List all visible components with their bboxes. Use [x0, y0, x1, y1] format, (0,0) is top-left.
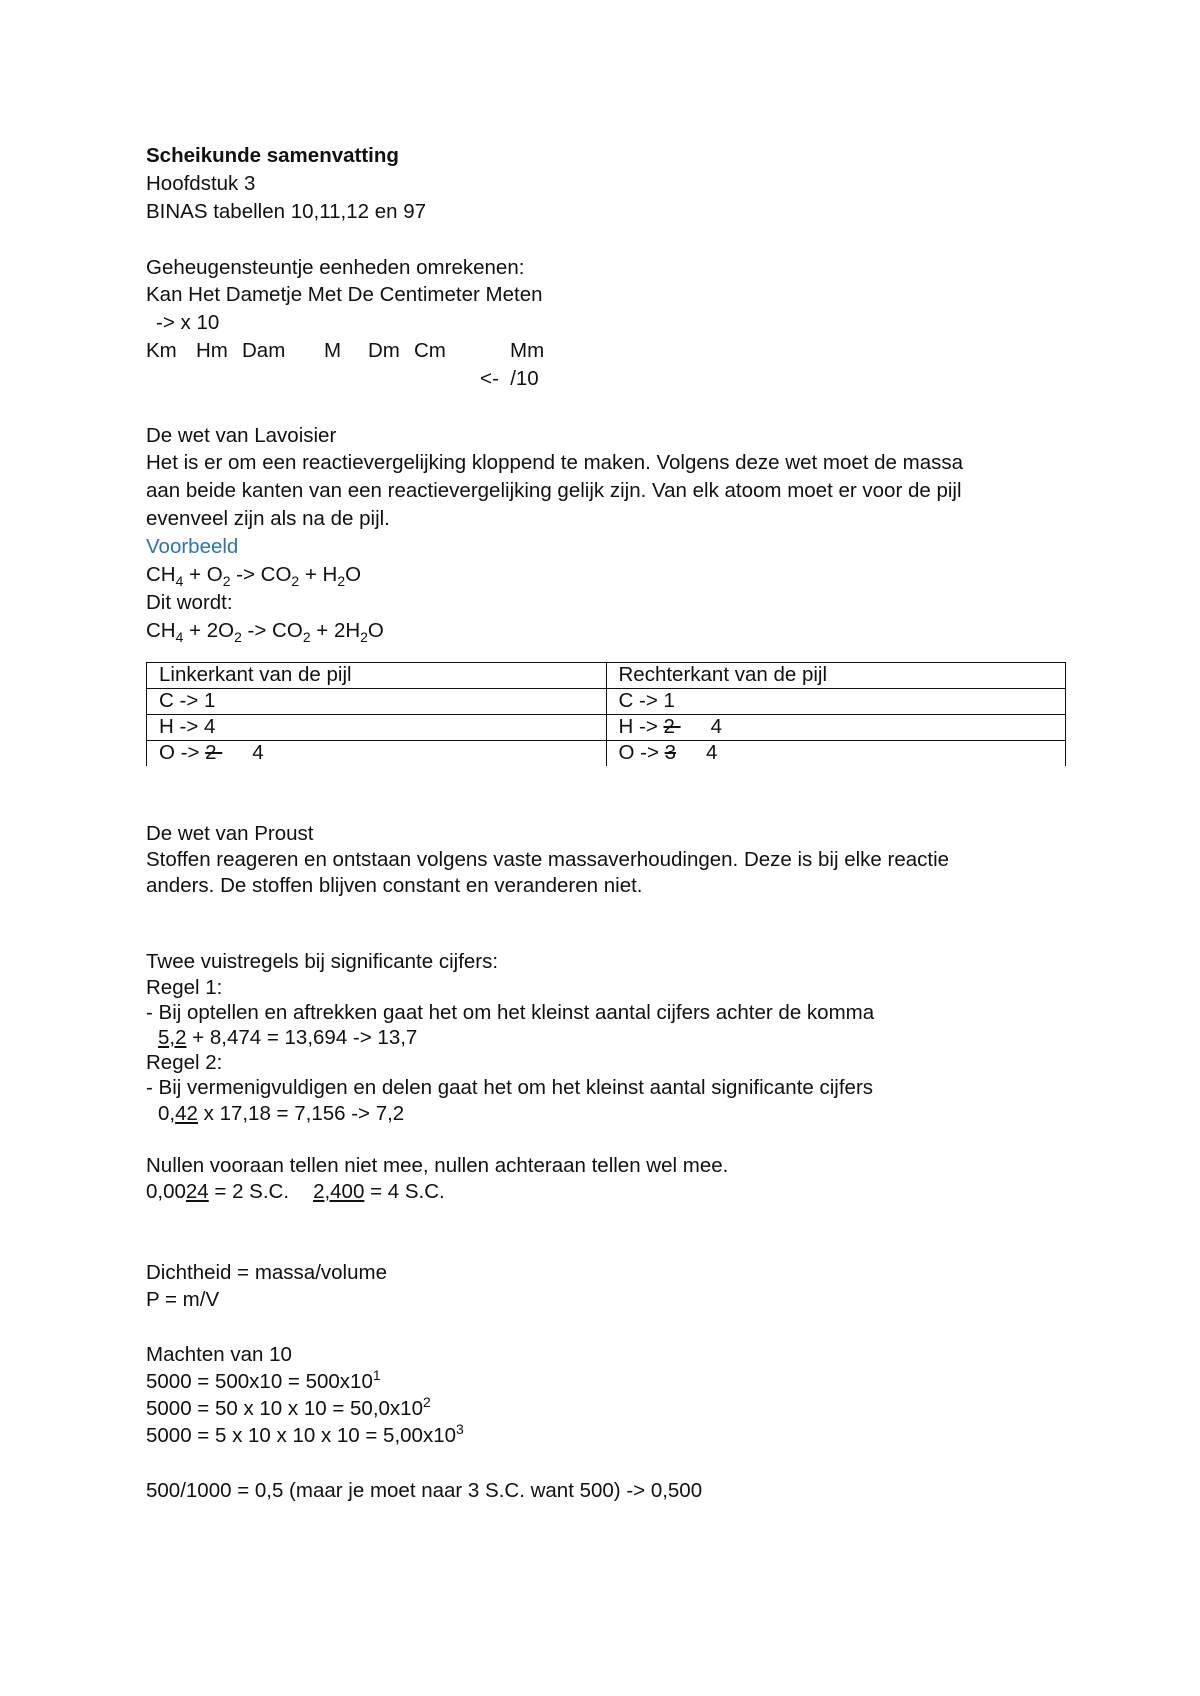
rule2-example: 0,42 x 17,18 = 7,156 -> 7,2 — [158, 1102, 405, 1125]
units-mnemonic: Kan Het Dametje Met De Centimeter Meten — [146, 283, 543, 306]
density-symbols: P = m/V — [146, 1288, 220, 1311]
division-example: 500/1000 = 0,5 (maar je moet naar 3 S.C. want 500) -> 0,500 — [146, 1479, 703, 1502]
document-title: Scheikunde samenvatting — [146, 144, 399, 167]
example-label: Voorbeeld — [146, 535, 239, 558]
units-forward-arrow: -> x 10 — [156, 311, 220, 334]
unit-hm: Hm — [196, 339, 228, 362]
reaction-equation-balanced: $CH_4 + 2O_2 -> CO_2 + 2H_2O$ — [146, 619, 384, 646]
units-heading: Geheugensteuntje eenheden omrekenen: — [146, 256, 525, 279]
unit-km: Km — [146, 339, 177, 362]
lavoisier-line: evenveel zijn als na de pijl. — [146, 507, 390, 530]
binas-tables: BINAS tabellen 10,11,12 en 97 — [146, 200, 426, 223]
unit-dm: Dm — [368, 339, 400, 362]
powers-line: 5000 = 5 x 10 x 10 x $10 = 5,00x10^3$ — [146, 1421, 464, 1447]
struck-value: 2 — [205, 741, 223, 764]
lavoisier-line: aan beide kanten van een reactievergelijking gelijk zijn. Van elk atoom moet er voor de pijl — [146, 479, 962, 502]
zeros-rule: Nullen vooraan tellen niet mee, nullen achteraan tellen wel mee. — [146, 1154, 729, 1177]
table-cell: C -> 1 — [147, 689, 607, 715]
sigfigs-heading: Twee vuistregels bij significante cijfers: — [146, 950, 499, 973]
rule1-text: - Bij optellen en aftrekken gaat het om het kleinst aantal cijfers achter de komma — [146, 1001, 875, 1024]
reaction-equation-unbalanced: $CH_4 + O_2 -> CO_2 + H_2O$ — [146, 563, 362, 590]
rule2-text: - Bij vermenigvuldigen en delen gaat het om het kleinst aantal significante cijfers — [146, 1076, 874, 1099]
unit-cm: Cm — [414, 339, 446, 362]
units-backward-arrow: <- /10 — [480, 367, 539, 390]
zeros-example: 0,0024 = 2 S.C. 2,400 = 4 S.C. — [146, 1180, 445, 1203]
table-cell: H -> 2 4 — [606, 715, 1066, 741]
table-row — [147, 715, 1066, 741]
table-row — [147, 689, 1066, 715]
table-cell: O -> 2 4 — [147, 741, 607, 767]
chapter-label: Hoofdstuk 3 — [146, 172, 256, 195]
proust-line: Stoffen reageren en ontstaan volgens vaste massaverhoudingen. Deze is bij elke reactie — [146, 848, 950, 871]
struck-value: 2 — [663, 715, 681, 738]
powers-line: $5000 = 500x10 = 500x10^1$ — [146, 1367, 381, 1393]
density-formula: Dichtheid = massa/volume — [146, 1261, 387, 1284]
rule1-label: Regel 1: — [146, 976, 223, 999]
becomes-label: Dit wordt: — [146, 591, 233, 614]
rule2-label: Regel 2: — [146, 1051, 223, 1074]
table-header-left: Linkerkant van de pijl — [147, 663, 607, 689]
table-row — [147, 741, 1066, 767]
unit-dam: Dam — [242, 339, 286, 362]
unit-m: M — [324, 339, 342, 362]
table-header-row — [147, 663, 1066, 689]
table-cell: H -> 4 — [147, 715, 607, 741]
table-header-right: Rechterkant van de pijl — [606, 663, 1066, 689]
struck-value: 3 — [664, 741, 677, 764]
rule1-example: 5,2 + 8,474 = 13,694 -> 13,7 — [158, 1026, 418, 1049]
lavoisier-heading: De wet van Lavoisier — [146, 424, 337, 447]
lavoisier-line: Het is er om een reactievergelijking kloppend te maken. Volgens deze wet moet de massa — [146, 451, 964, 474]
proust-heading: De wet van Proust — [146, 822, 314, 845]
unit-mm: Mm — [510, 339, 545, 362]
table-cell: C -> 1 — [606, 689, 1066, 715]
powers-heading: Machten van 10 — [146, 1343, 292, 1366]
atom-balance-table — [146, 662, 1066, 766]
table-cell: O -> 3 4 — [606, 741, 1066, 767]
proust-line: anders. De stoffen blijven constant en veranderen niet. — [146, 874, 643, 897]
powers-line: 5000 = 50 x 10 x $10 = 50,0x10^2$ — [146, 1394, 431, 1420]
